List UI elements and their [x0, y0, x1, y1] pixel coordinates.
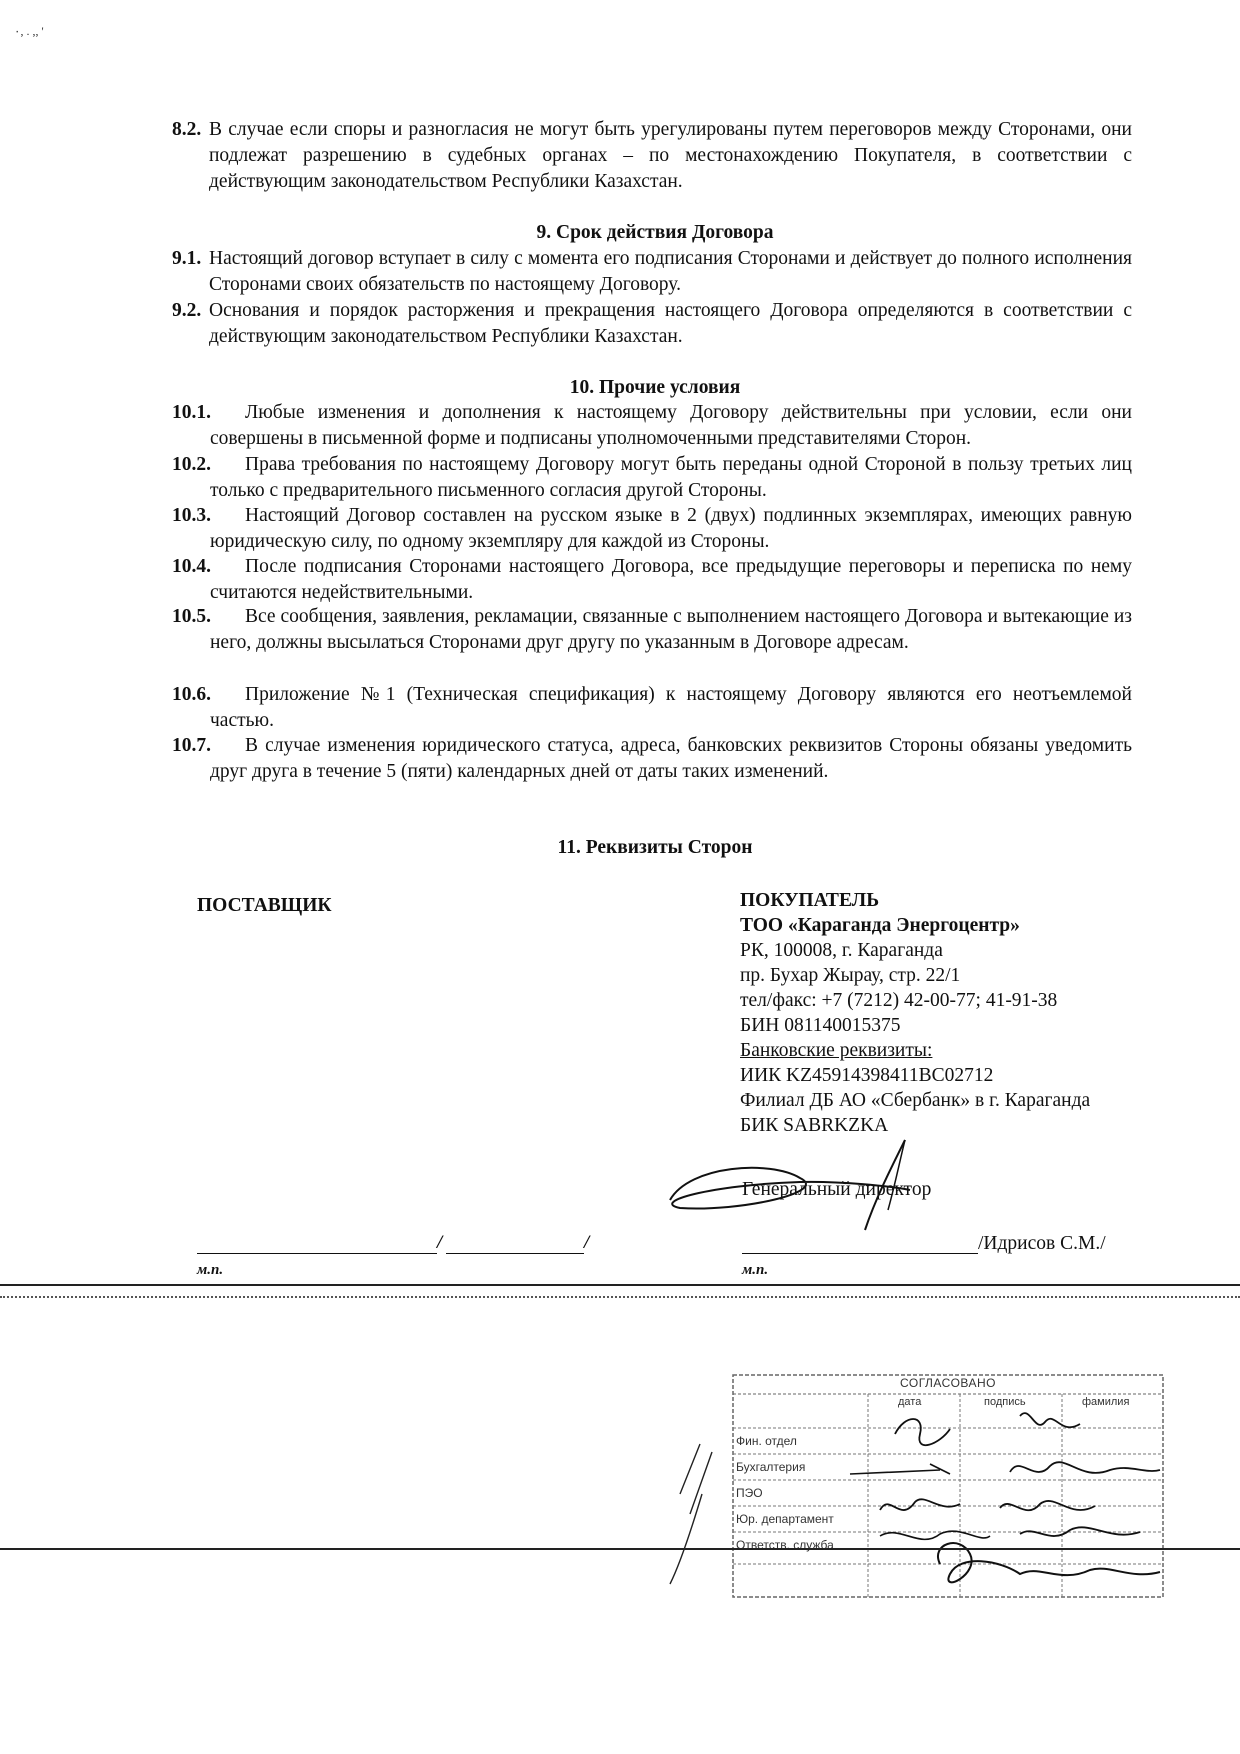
stamp-row-fin: Фин. отдел	[736, 1434, 797, 1448]
clause-text: После подписания Сторонами настоящего Договора, все предыдущие переговоры и переписка по нему считаются недействительными.	[210, 556, 1132, 603]
clause-text: Настоящий договор вступает в силу с момента его подписания Сторонами и действует до полного исполнения Сторонами своих обязательств по настоящему Договору.	[209, 248, 1132, 295]
buyer-label: ПОКУПАТЕЛЬ	[740, 890, 880, 911]
scan-corner-marks: ٠, . ,, '	[14, 24, 44, 38]
section-9-heading: 9. Срок действия Договора	[536, 222, 774, 243]
supplier-signature-line	[197, 1253, 437, 1254]
clause-text: Основания и порядок расторжения и прекращения настоящего Договора определяются в соответствии с действующим законодательством Республики Казахстан.	[209, 300, 1132, 347]
clause-number: 10.4.	[172, 556, 211, 577]
clause-text: Все сообщения, заявления, рекламации, связанные с выполнением настоящего Договора и вытекающие из него, должны высылаться Сторонами друг другу по указанным в Договоре адресам.	[210, 606, 1132, 653]
stamp-col-sign: подпись	[984, 1396, 1026, 1408]
supplier-stamp-place: м.п.	[197, 1262, 224, 1278]
supplier-label: ПОСТАВЩИК	[197, 895, 332, 916]
buyer-iik: ИИК KZ45914398411BC02712	[740, 1065, 994, 1086]
buyer-bank: Филиал ДБ АО «Сбербанк» в г. Караганда	[740, 1090, 1091, 1111]
buyer-signatory: /Идрисов С.М./	[978, 1233, 1106, 1254]
clause-10-1	[172, 400, 1132, 452]
clause-text: В случае если споры и разногласия не могут быть урегулированы путем переговоров между Сторонами, они подлежат разрешению в судебных органах – по местонахождению Покупателя, в соответствии с действующим законодательством Республики Казахстан.	[209, 119, 1132, 192]
buyer-company: ТОО «Караганда Энергоцентр»	[740, 915, 1020, 936]
section-11-heading: 11. Реквизиты Сторон	[557, 837, 753, 858]
clause-9-1	[172, 246, 1132, 298]
clause-number: 10.2.	[172, 454, 211, 475]
director-signature	[650, 1130, 990, 1250]
clause-number: 9.1.	[172, 248, 202, 269]
clause-text: Приложение №1 (Техническая спецификация) к настоящему Договору являются его неотъемлемой частью.	[210, 684, 1132, 731]
stamp-row-resp: Ответств. служба	[736, 1538, 834, 1552]
clause-number: 10.1.	[172, 402, 211, 423]
clause-text: Любые изменения и дополнения к настоящему Договору действительны при условии, если они совершены в письменной форме и подписаны уполномоченными представителями Сторон.	[210, 402, 1132, 449]
clause-number: 10.7.	[172, 735, 211, 756]
clause-number: 10.5.	[172, 606, 211, 627]
buyer-bank-label: Банковские реквизиты:	[740, 1040, 933, 1061]
clause-text: Права требования по настоящему Договору могут быть переданы одной Стороной в пользу третьих лиц только с предварительного письменного согласия другой Стороны.	[210, 454, 1132, 501]
clause-10-7	[172, 733, 1132, 785]
stamp-handwritten-signatures	[640, 1374, 1200, 1614]
buyer-requisites	[740, 888, 1160, 1138]
buyer-bik: БИК SABRKZKA	[740, 1115, 889, 1136]
scan-bottom-line	[0, 1548, 1240, 1550]
stamp-col-name: фамилия	[1082, 1396, 1130, 1408]
clause-8-2	[172, 117, 1132, 195]
clause-10-5	[172, 604, 1132, 656]
buyer-address-1: РК, 100008, г. Караганда	[740, 940, 943, 961]
scan-dotted-line	[0, 1296, 1240, 1298]
clause-9-2	[172, 298, 1132, 350]
clause-10-2	[172, 452, 1132, 504]
buyer-signature-line	[742, 1253, 978, 1254]
supplier-name-line	[446, 1253, 584, 1254]
supplier-slash: /	[437, 1232, 443, 1253]
buyer-position: Генеральный директор	[742, 1179, 932, 1200]
clause-10-4	[172, 554, 1132, 606]
supplier-slash-end: /	[584, 1232, 590, 1253]
stamp-col-date: дата	[898, 1396, 922, 1408]
stamp-title: СОГЛАСОВАНО	[899, 1376, 997, 1390]
buyer-address-2: пр. Бухар Жырау, стр. 22/1	[740, 965, 961, 986]
clause-text: Настоящий Договор составлен на русском языке в 2 (двух) подлинных экземплярах, имеющих равную юридическую силу, по одному экземпляру для каждой из Стороны.	[210, 505, 1132, 552]
buyer-phone: тел/факс: +7 (7212) 42-00-77; 41-91-38	[740, 990, 1058, 1011]
buyer-stamp-place: м.п.	[742, 1262, 769, 1278]
clause-number: 10.6.	[172, 684, 211, 705]
section-10-heading: 10. Прочие условия	[569, 377, 741, 398]
clause-10-6	[172, 682, 1132, 734]
stamp-row-law: Юр. департамент	[736, 1512, 834, 1526]
clause-text: В случае изменения юридического статуса, адреса, банковских реквизитов Стороны обязаны уведомить друг друга в течение 5 (пяти) календарных дней от даты таких изменений.	[210, 735, 1132, 782]
page-divider	[0, 1284, 1240, 1286]
clause-10-3	[172, 503, 1132, 555]
clause-number: 8.2.	[172, 119, 202, 140]
stamp-row-peo: ПЭО	[736, 1486, 763, 1500]
clause-number: 10.3.	[172, 505, 211, 526]
clause-number: 9.2.	[172, 300, 202, 321]
buyer-bin: БИН 081140015375	[740, 1015, 901, 1036]
stamp-row-buh: Бухгалтерия	[736, 1460, 806, 1474]
